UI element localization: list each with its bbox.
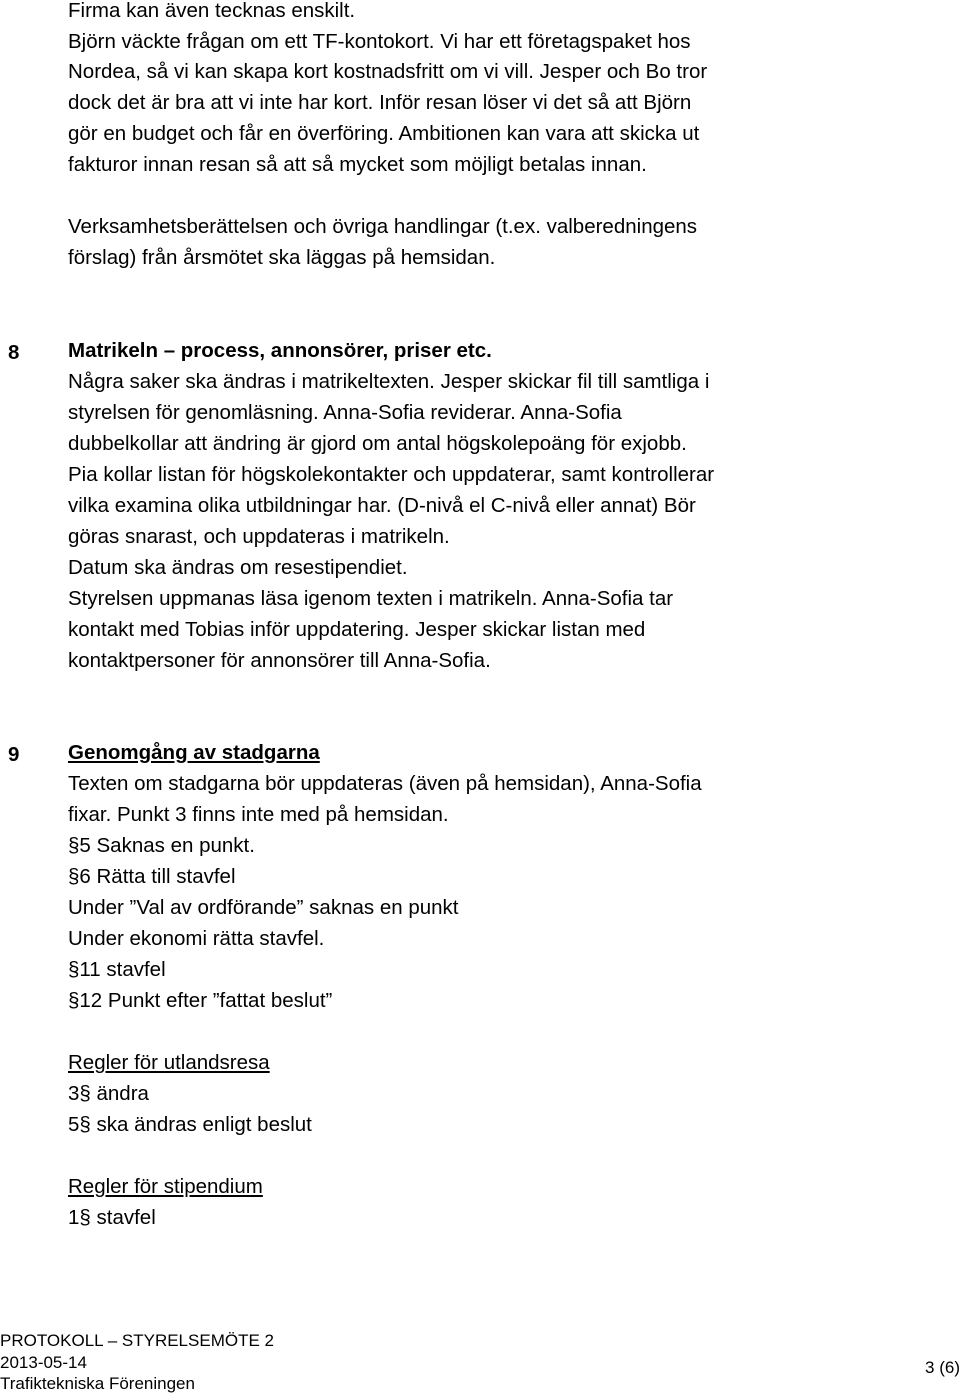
section-line: styrelsen för genomläsning. Anna-Sofia reviderar. Anna-Sofia [68, 401, 622, 424]
section-line: Under ”Val av ordförande” saknas en punkt [68, 896, 459, 919]
section-number: 8 [8, 341, 20, 364]
section-line: Några saker ska ändras i matrikeltexten. Jesper skickar fil till samtliga i [68, 370, 710, 393]
section-line: 5§ ska ändras enligt beslut [68, 1113, 312, 1136]
section-line: kontaktpersoner för annonsörer till Anna-Sofia. [68, 649, 491, 672]
section-line: dubbelkollar att ändring är gjord om antal högskolepoäng för exjobb. [68, 432, 687, 455]
intro-line: Björn väckte frågan om ett TF-kontokort. Vi har ett företagspaket hos [68, 30, 691, 53]
section-line: Pia kollar listan för högskolekontakter och uppdaterar, samt kontrollerar [68, 463, 715, 486]
section-line: Datum ska ändras om resestipendiet. [68, 556, 408, 579]
intro-line: fakturor innan resan så att så mycket som möjligt betalas innan. [68, 153, 647, 176]
footer-title: PROTOKOLL – STYRELSEMÖTE 2 [0, 1331, 274, 1350]
intro-line: Nordea, så vi kan skapa kort kostnadsfritt om vi vill. Jesper och Bo tror [68, 60, 708, 83]
section-line: §12 Punkt efter ”fattat beslut” [68, 989, 333, 1012]
section-line: §11 stavfel [68, 958, 166, 981]
subheading-travel-rules: Regler för utlandsresa [68, 1051, 270, 1074]
section-line: fixar. Punkt 3 finns inte med på hemsidan. [68, 803, 449, 826]
section-line: 1§ stavfel [68, 1206, 156, 1229]
intro-line: förslag) från årsmötet ska läggas på hemsidan. [68, 246, 496, 269]
section-line: Under ekonomi rätta stavfel. [68, 927, 325, 950]
intro-line: Firma kan även tecknas enskilt. [68, 0, 356, 22]
section-line: Styrelsen uppmanas läsa igenom texten i matrikeln. Anna-Sofia tar [68, 587, 674, 610]
section-line: §5 Saknas en punkt. [68, 834, 255, 857]
section-number: 9 [8, 743, 20, 766]
section-line: 3§ ändra [68, 1082, 149, 1105]
intro-line: Verksamhetsberättelsen och övriga handlingar (t.ex. valberedningens [68, 215, 698, 238]
section-line: kontakt med Tobias inför uppdatering. Jesper skickar listan med [68, 618, 646, 641]
footer-org: Trafiktekniska Föreningen [0, 1374, 195, 1393]
intro-line: gör en budget och får en överföring. Ambitionen kan vara att skicka ut [68, 122, 700, 145]
section-heading: Genomgång av stadgarna [68, 741, 320, 764]
footer-date: 2013-05-14 [0, 1353, 87, 1372]
intro-line: dock det är bra att vi inte har kort. Inför resan löser vi det så att Björn [68, 91, 692, 114]
section-line: göras snarast, och uppdateras i matrikeln. [68, 525, 450, 548]
section-line: §6 Rätta till stavfel [68, 865, 236, 888]
subheading-stipend-rules: Regler för stipendium [68, 1175, 263, 1198]
page-number: 3 (6) [925, 1358, 960, 1377]
section-line: vilka examina olika utbildningar har. (D-nivå el C-nivå eller annat) Bör [68, 494, 696, 517]
section-heading: Matrikeln – process, annonsörer, priser etc. [68, 339, 492, 362]
section-line: Texten om stadgarna bör uppdateras (även på hemsidan), Anna-Sofia [68, 772, 702, 795]
